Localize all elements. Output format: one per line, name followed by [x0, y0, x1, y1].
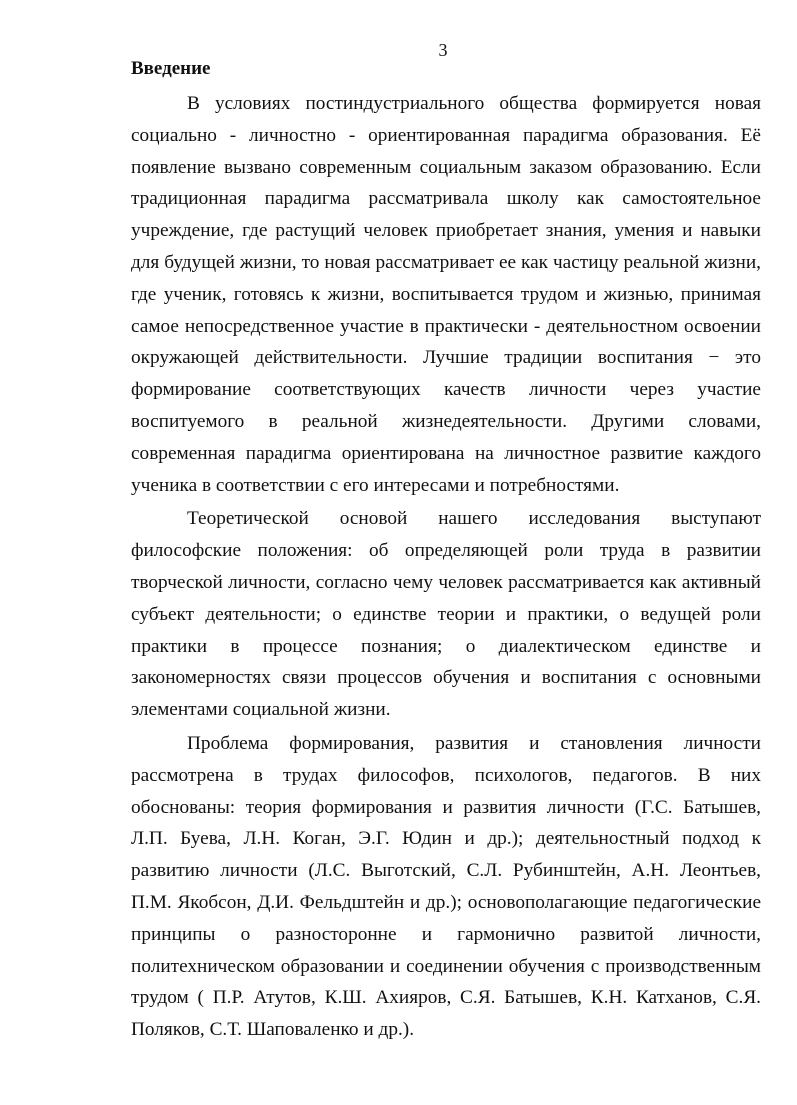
section-heading: Введение: [131, 58, 211, 79]
body-text: [131, 88, 761, 1046]
paragraph-1: В условиях постиндустриального общества формируется новая социально - личностно - ориентированная парадигма образования. Её появление вызвано современным социальным заказом образованию. Если традиционная парадигма рассматривала школу как самостоятельное учреждение, где растущий человек приобретает знания, умения и навыки для будущей жизни, то новая рассматривает ее как частицу реальной жизни, где ученик, готовясь к жизни, воспитывается трудом и жизнью, принимая самое непосредственное участие в практически - деятельностном освоении окружающей действительности. Лучшие традиции воспитания − это формирование соответствующих качеств личности через участие воспитуемого в реальной жизнедеятельности. Другими словами, современная парадигма ориентирована на личностное развитие каждого ученика в соответствии с его интересами и потребностями.: [131, 93, 761, 496]
page-number: 3: [438, 40, 448, 60]
paragraph-3: Проблема формирования, развития и становления личности рассмотрена в трудах философов, психологов, педагогов. В них обоснованы: теория формирования и развития личности (Г.С. Батышев, Л.П. Буева, Л.Н. Коган, Э.Г. Юдин и др.); деятельностный подход к развитию личности (Л.С. Выготский, С.Л. Рубинштейн, А.Н. Леонтьев, П.М. Якобсон, Д.И. Фельдштейн и др.); основополагающие педагогические принципы о разносторонне и гармонично развитой личности, политехническом образовании и соединении обучения с производственным трудом ( П.Р. Атутов, К.Ш. Ахияров, С.Я. Батышев, К.Н. Катханов, С.Я. Поляков, С.Т. Шаповаленко и др.).: [131, 732, 761, 1041]
paragraph-2: Теоретической основой нашего исследования выступают философские положения: об определяющей роли труда в развитии творческой личности, согласно чему человек рассматривается как активный субъект деятельности; о единстве теории и практики, о ведущей роли практики в процессе познания; о диалектическом единстве и закономерностях связи процессов обучения и воспитания с основными элементами социальной жизни.: [131, 508, 761, 721]
